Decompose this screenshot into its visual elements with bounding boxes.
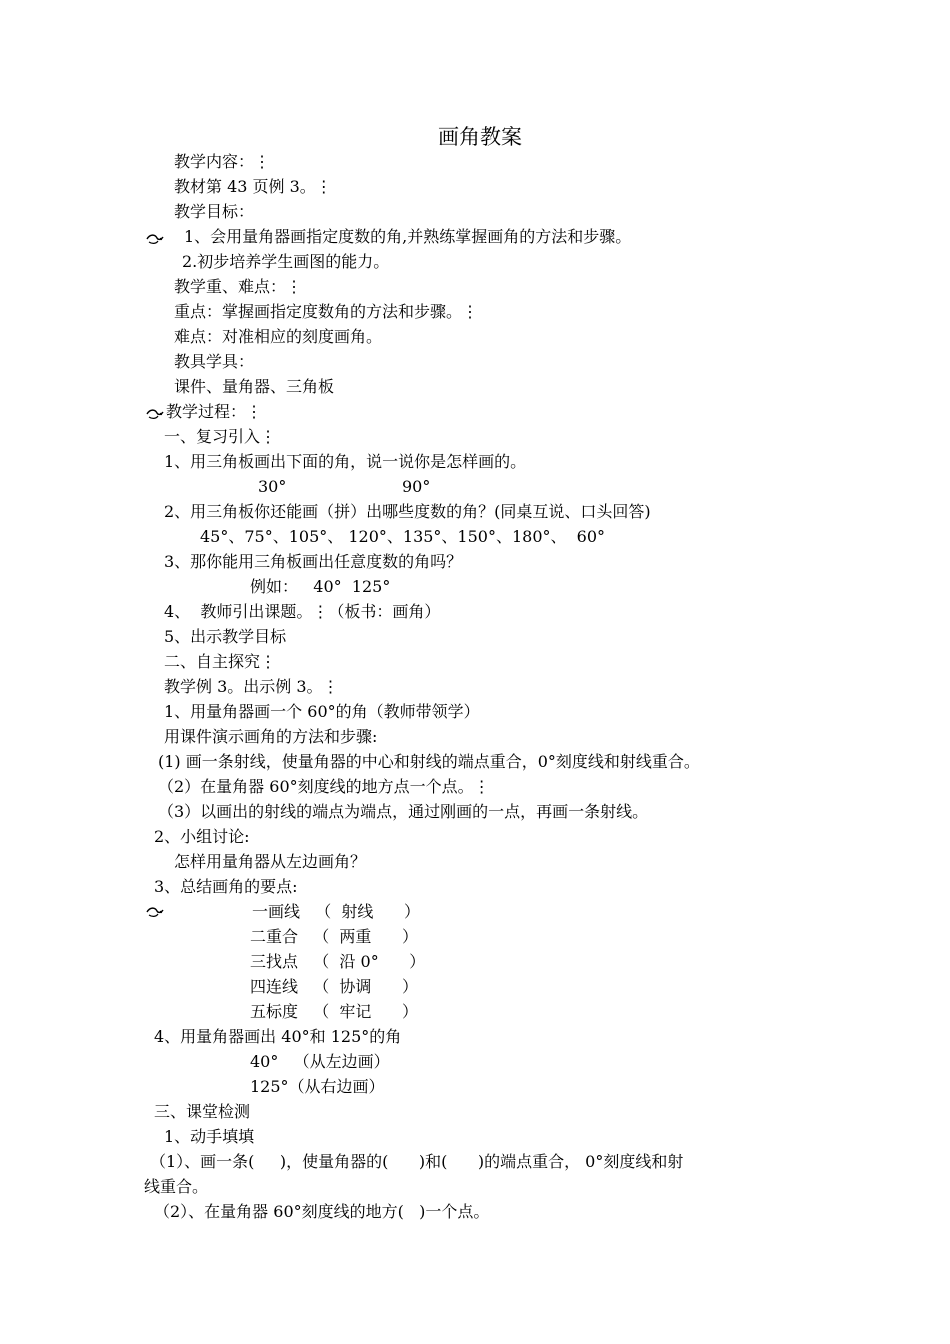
review-item-5: 5、出示教学目标 bbox=[164, 627, 287, 646]
summary-point-5: 五标度 （ 牢记 ） bbox=[250, 1002, 418, 1021]
page-title: 画角教案 bbox=[438, 125, 522, 149]
review-item-1: 1、用三角板画出下面的角，说一说你是怎样画的。 bbox=[164, 452, 527, 471]
summary-point-2: 二重合 （ 两重 ） bbox=[250, 927, 418, 946]
section-check-heading: 三、课堂检测 bbox=[154, 1102, 251, 1121]
teaching-aids: 课件、量角器、三角板 bbox=[174, 377, 335, 396]
explore-item-1: 1、用量角器画一个 60°的角（教师带领学） bbox=[164, 702, 480, 721]
arrow-bullet-icon bbox=[146, 905, 164, 919]
explore-item-4: 4、用量角器画出 40°和 125°的角 bbox=[154, 1027, 402, 1046]
teaching-content-heading: 教学内容：⋮ bbox=[174, 152, 271, 171]
angle-90: 90° bbox=[402, 477, 431, 496]
difficult-point: 难点：对准相应的刻度画角。 bbox=[174, 327, 383, 346]
group-question: 怎样用量角器从左边画角？ bbox=[174, 852, 367, 871]
angle-40-from-left: 40° （从左边画） bbox=[250, 1052, 390, 1071]
example-angles: 例如： 40° 125° bbox=[250, 577, 391, 596]
summary-point-4: 四连线 （ 协调 ） bbox=[250, 977, 418, 996]
summary-point-3: 三找点 （ 沿 0° ） bbox=[250, 952, 426, 971]
arrow-bullet-icon bbox=[146, 407, 164, 421]
step-1: (1) 画一条射线，使量角器的中心和射线的端点重合，0°刻度线和射线重合。 bbox=[158, 752, 700, 771]
review-item-4: 4、 教师引出课题。⋮（板书：画角） bbox=[164, 602, 441, 621]
review-item-3: 3、那你能用三角板画出任意度数的角吗？ bbox=[164, 552, 463, 571]
section-explore-heading: 二、自主探究⋮ bbox=[164, 652, 277, 671]
step-2: （2）在量角器 60°刻度线的地方点一个点。⋮ bbox=[158, 777, 490, 796]
textbook-reference: 教材第 43 页例 3。⋮ bbox=[174, 177, 332, 196]
courseware-demo: 用课件演示画角的方法和步骤: bbox=[164, 727, 378, 746]
goal-item-1: 1、会用量角器画指定度数的角,并熟练掌握画角的方法和步骤。 bbox=[184, 227, 632, 246]
teaching-process-heading: 教学过程：⋮ bbox=[166, 402, 263, 421]
key-points-heading: 教学重、难点：⋮ bbox=[174, 277, 303, 296]
explore-item-2: 2、小组讨论: bbox=[154, 827, 250, 846]
fill-in-heading: 1、动手填填 bbox=[164, 1127, 255, 1146]
teaching-aids-heading: 教具学具： bbox=[174, 352, 255, 371]
summary-point-1: 一画线 （ 射线 ） bbox=[252, 902, 420, 921]
fill-in-1: （1）、画一条( )，使量角器的( )和( )的端点重合， 0°刻度线和射 bbox=[150, 1152, 684, 1171]
section-review-heading: 一、复习引入⋮ bbox=[164, 427, 277, 446]
step-3: （3）以画出的射线的端点为端点，通过刚画的一点，再画一条射线。 bbox=[158, 802, 649, 821]
angle-list: 45°、75°、105°、 120°、135°、150°、180°、 60° bbox=[200, 527, 606, 546]
review-item-2: 2、用三角板你还能画（拼）出哪些度数的角？(同桌互说、口头回答) bbox=[164, 502, 651, 521]
key-point: 重点：掌握画指定度数角的方法和步骤。⋮ bbox=[174, 302, 479, 321]
angle-30: 30° bbox=[258, 477, 287, 496]
fill-in-1-continued: 线重合。 bbox=[144, 1177, 209, 1196]
example-intro: 教学例 3。出示例 3。⋮ bbox=[164, 677, 339, 696]
teaching-goals-heading: 教学目标： bbox=[174, 202, 255, 221]
goal-item-2: 2.初步培养学生画图的能力。 bbox=[182, 252, 390, 271]
explore-item-3: 3、总结画角的要点: bbox=[154, 877, 298, 896]
arrow-bullet-icon bbox=[146, 232, 164, 246]
angle-125-from-right: 125°（从右边画） bbox=[250, 1077, 385, 1096]
fill-in-2: （2）、在量角器 60°刻度线的地方( )一个点。 bbox=[154, 1202, 490, 1221]
